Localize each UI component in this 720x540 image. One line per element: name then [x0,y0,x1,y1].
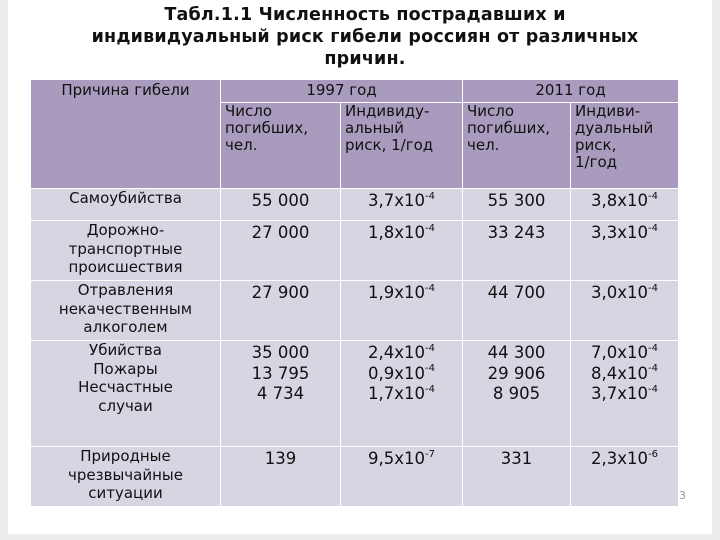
year-2011-header: 2011 год [463,80,679,103]
header-row-years [31,80,679,103]
risk-1997-cell [341,447,463,507]
risk-mantissa: 0,9x10 [368,363,426,383]
risk-exponent: -6 [648,448,658,460]
title-line-2: индивидуальный риск гибели россиян от различных [91,27,639,47]
count-value: 44 700 [487,283,546,302]
risk-exponent: -4 [425,222,435,234]
risk-value [573,191,676,212]
cause-cell [31,281,221,341]
risk-mantissa: 1,8x10 [368,223,426,242]
risk-value [343,364,460,385]
cause-cell [31,189,221,221]
year-1997-header: 1997 год [221,80,463,103]
risk-mantissa: 8,4x10 [591,363,649,383]
header-line: чел. [467,136,500,154]
risk-2011-cell [571,281,679,341]
table-row [31,221,679,281]
cause-line: алкоголем [83,318,168,336]
cause-line: Убийства [89,341,162,359]
count-value: 44 300 [487,343,546,362]
risk-mantissa: 3,7x10 [591,384,649,403]
table-row [31,447,679,507]
risk-mantissa: 1,7x10 [368,384,426,403]
count-value: 29 906 [487,363,546,383]
risk-exponent: -4 [425,363,435,374]
risk-exponent: -4 [648,363,658,374]
risk-value [343,384,460,405]
risk-2011-cell [571,447,679,507]
header-line: погибших, [467,119,550,137]
risk-value [343,223,460,244]
header-line: Число [225,102,273,120]
cause-line: Природные [80,447,171,465]
table-body [31,189,679,507]
left-frame [0,0,8,540]
header-line: Индивиду- [345,102,430,120]
count-value: 331 [500,449,533,468]
risk-2011-header [571,103,679,189]
risk-1997-cell [341,189,463,221]
deaths-2011-cell [463,341,571,447]
cause-line: Самоубийства [69,189,182,207]
cause-line: чрезвычайные [68,465,183,484]
cause-cell [31,341,221,447]
risk-value [573,384,676,405]
right-frame [712,0,720,540]
risk-mantissa: 3,7x10 [368,191,426,210]
header-line: дуальный [575,119,654,137]
risk-exponent: -4 [648,190,658,202]
count-value: 27 900 [251,283,310,302]
risk-1997-header [341,103,463,189]
casualty-table [30,79,679,507]
count-value: 55 300 [487,191,546,210]
table-row [31,281,679,341]
risk-value [573,343,676,364]
risk-mantissa: 3,0x10 [591,283,649,302]
risk-2011-cell [571,189,679,221]
cause-line: Пожары [93,359,158,378]
deaths-1997-header [221,103,341,189]
title-line-3: причин. [324,49,406,69]
deaths-2011-cell [463,447,571,507]
cause-line: Дорожно- [86,221,165,239]
risk-value [573,449,676,470]
bottom-frame [0,534,720,540]
cause-line: некачественным [58,299,193,318]
deaths-2011-cell [463,281,571,341]
risk-exponent: -4 [425,342,435,354]
cause-header: Причина гибели [31,80,221,189]
cause-line: случаи [98,396,153,415]
risk-1997-cell [341,221,463,281]
header-line: риск, 1/год [345,136,434,154]
risk-value [343,449,460,470]
risk-2011-cell [571,221,679,281]
deaths-1997-cell [221,447,341,507]
table-row [31,341,679,447]
deaths-2011-cell [463,189,571,221]
cause-line: Несчастные [78,378,173,396]
risk-2011-cell [571,341,679,447]
header-line: чел. [225,136,258,154]
risk-value [343,283,460,304]
header-line: Число [467,102,515,120]
risk-mantissa: 2,4x10 [368,343,426,362]
risk-mantissa: 1,9x10 [368,283,426,302]
header-line: риск, [575,136,617,154]
count-value: 27 000 [251,223,310,242]
header-line: погибших, [225,119,308,137]
deaths-2011-cell [463,221,571,281]
risk-mantissa: 3,3x10 [591,223,649,242]
deaths-1997-cell [221,341,341,447]
count-value: 35 000 [251,343,310,362]
risk-mantissa: 3,8x10 [591,191,649,210]
risk-value [343,191,460,212]
cause-cell [31,447,221,507]
table-row [31,189,679,221]
cause-cell [31,221,221,281]
count-value: 139 [264,449,297,468]
deaths-1997-cell [221,221,341,281]
risk-1997-cell [341,281,463,341]
deaths-1997-cell [221,281,341,341]
table-title [30,4,700,70]
header-line: альный [345,119,405,137]
count-value: 8 905 [492,384,541,403]
risk-exponent: -4 [425,282,435,294]
cause-line: ситуации [88,484,163,502]
page-number: 3 [679,489,686,502]
deaths-2011-header [463,103,571,189]
cause-line: Отравления [77,281,174,299]
risk-exponent: -4 [648,342,658,354]
count-value: 13 795 [251,363,310,383]
deaths-1997-cell [221,189,341,221]
header-line: Индиви- [575,102,641,120]
risk-exponent: -7 [425,448,435,460]
risk-exponent: -4 [425,383,435,395]
cause-line: происшествия [68,258,183,276]
risk-exponent: -4 [425,190,435,202]
risk-value [573,223,676,244]
title-line-1: Табл.1.1 Численность пострадавших и [164,5,566,25]
risk-mantissa: 2,3x10 [591,449,649,468]
cause-line: транспортные [68,239,183,258]
risk-mantissa: 9,5x10 [368,449,426,468]
risk-mantissa: 7,0x10 [591,343,649,362]
risk-value [573,283,676,304]
risk-exponent: -4 [648,282,658,294]
count-value: 33 243 [487,223,546,242]
risk-value [343,343,460,364]
header-line: 1/год [575,153,618,171]
risk-exponent: -4 [648,383,658,395]
count-value: 55 000 [251,191,310,210]
count-value: 4 734 [256,384,305,403]
risk-exponent: -4 [648,222,658,234]
risk-1997-cell [341,341,463,447]
risk-value [573,364,676,385]
